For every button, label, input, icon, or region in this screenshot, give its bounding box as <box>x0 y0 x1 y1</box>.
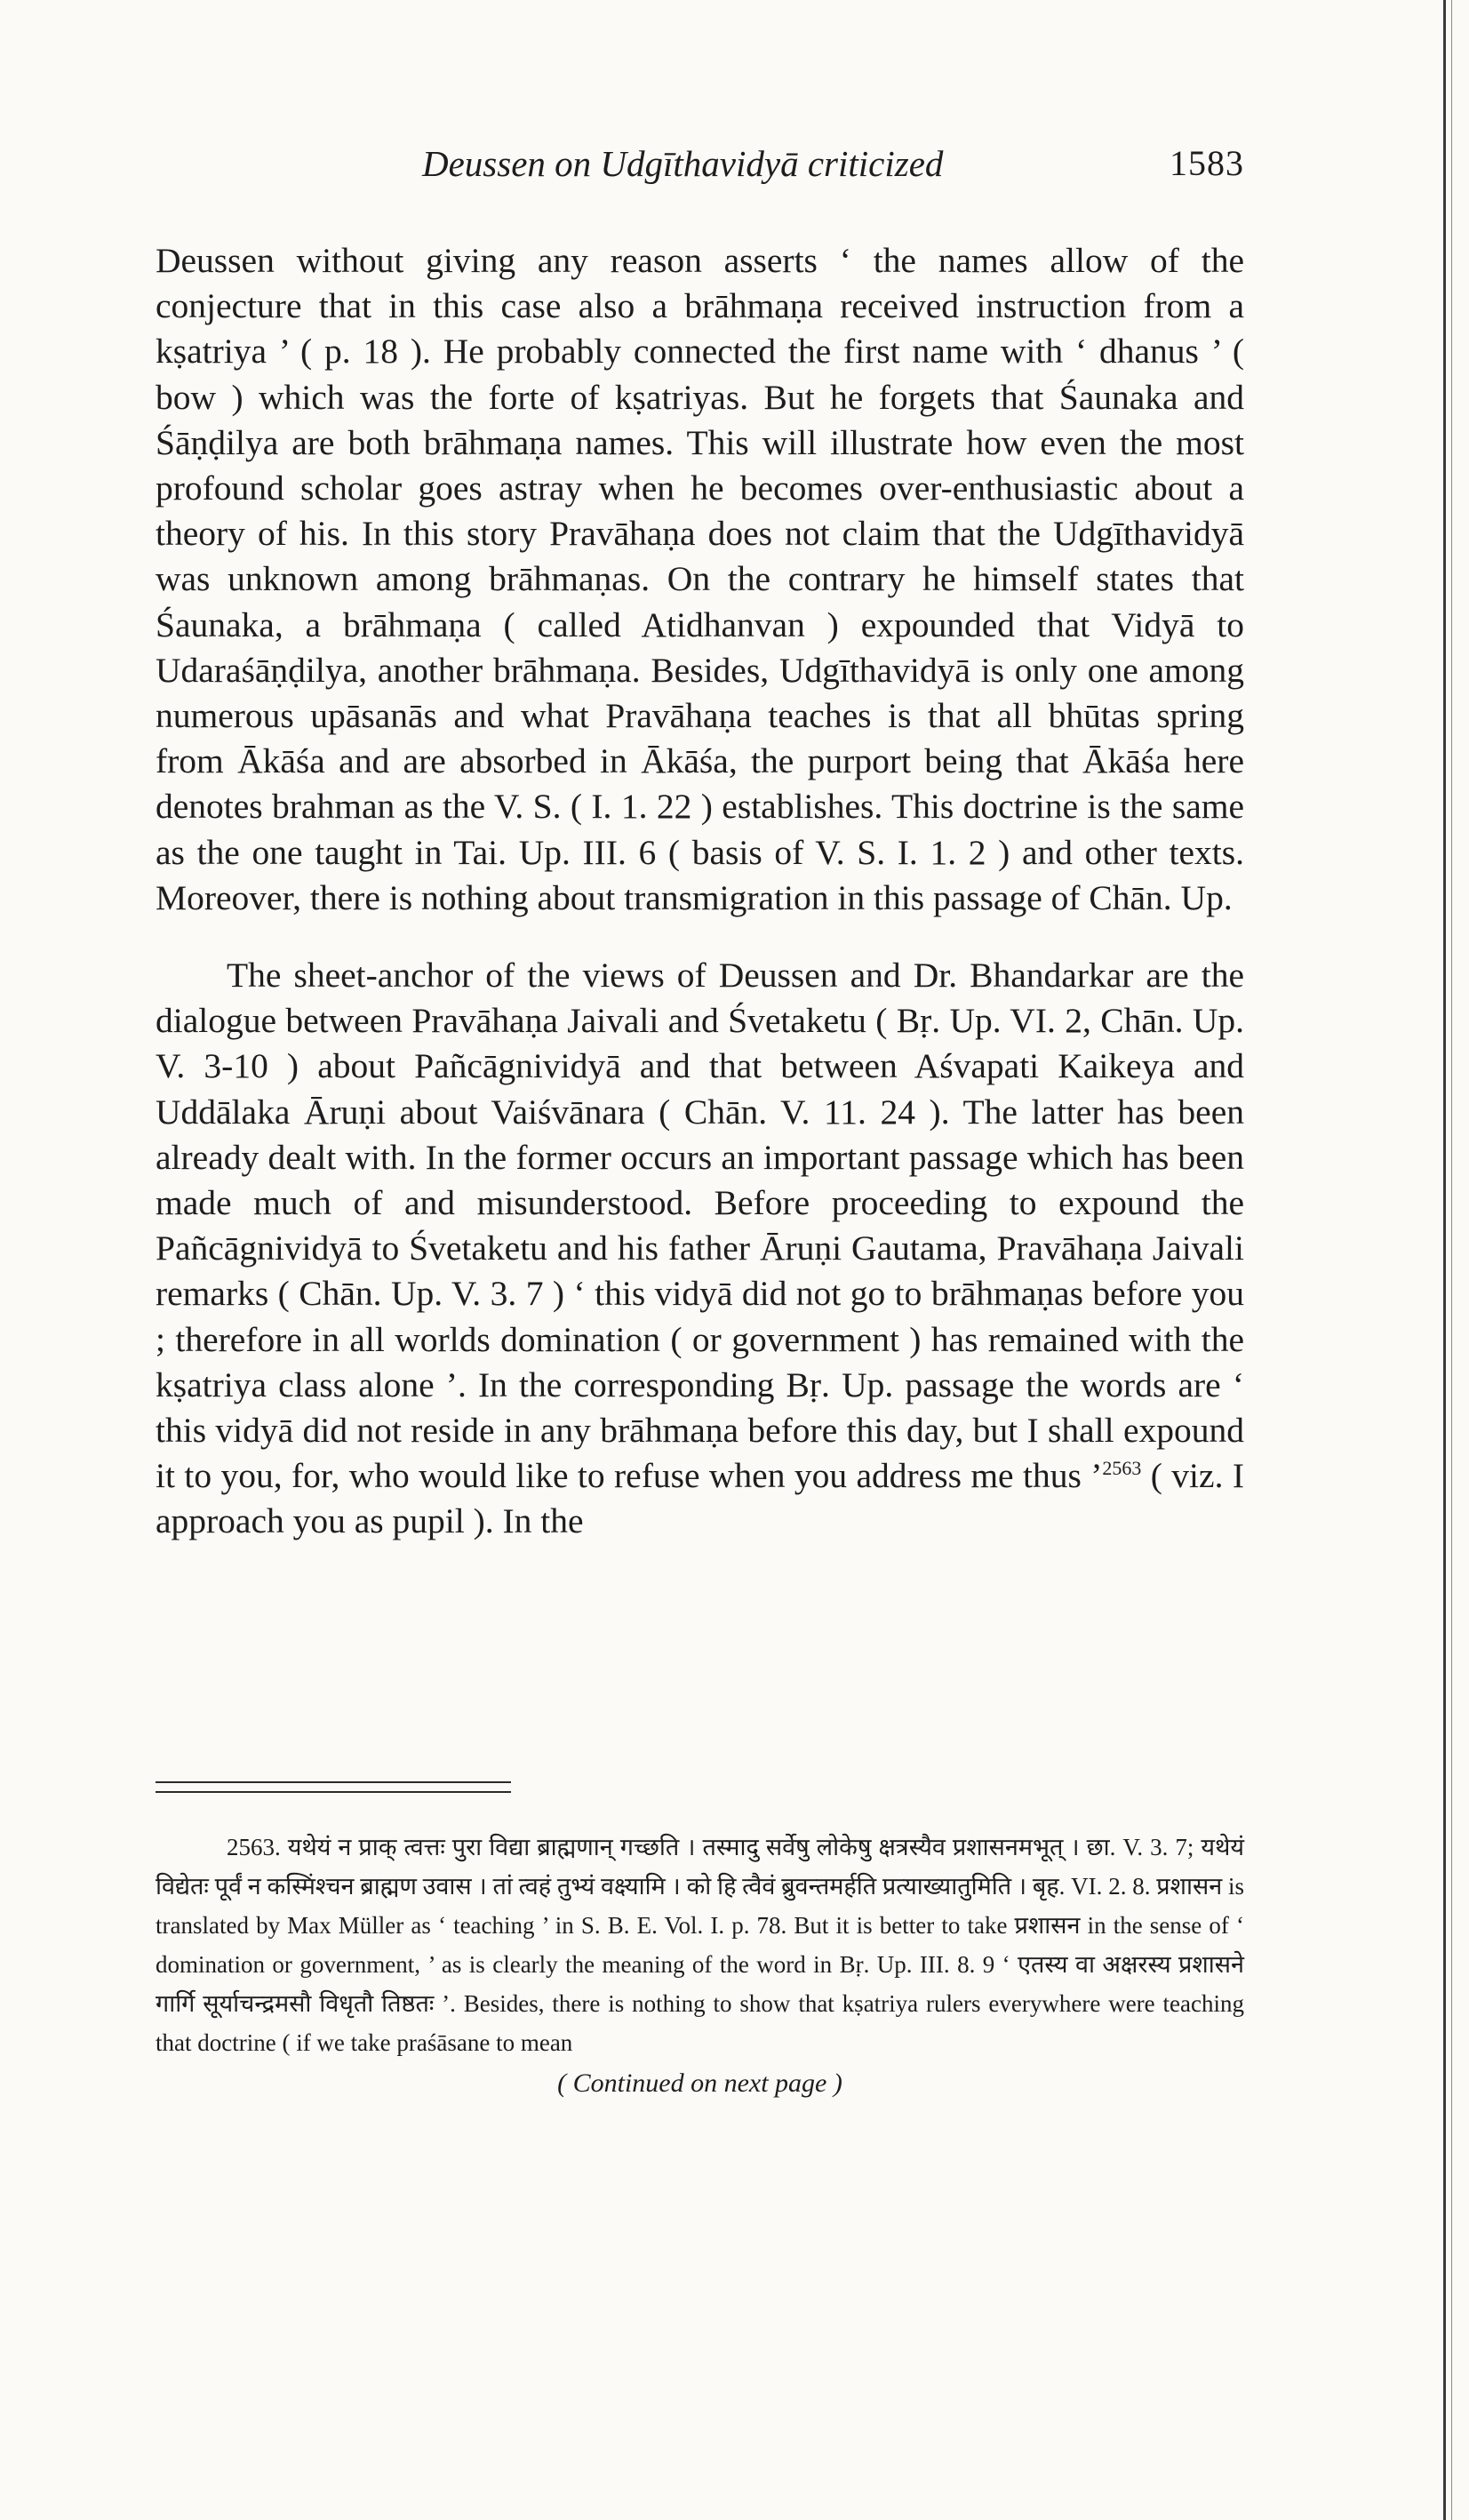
main-body <box>156 238 1244 1545</box>
footnote-2563 <box>156 1828 1244 2062</box>
paragraph-1: Deussen without giving any reason asserts ‘ the names allow of the conjecture that in this case also a brāhmaṇa received instruction from a kṣatriya ’ ( p. 18 ). He probably connected the first name with ‘ dhanus ’ ( bow ) which was the forte of kṣatriyas. But he forgets that Śaunaka and Śāṇḍilya are both brāhmaṇa names. This will illustrate how even the most profound scholar goes astray when he becomes over-enthusiastic about a theory of his. In this story Pravāhaṇa does not claim that the Udgīthavidyā was unknown among brāhmaṇas. On the contrary he himself states that Śaunaka, a brāhmaṇa ( called Atidhanvan ) expounded that Vidyā to Udaraśāṇḍilya, another brāhmaṇa. Besides, Udgīthavidyā is only one among numerous upāsanās and what Pravāhaṇa teaches is that all bhūtas spring from Ākāśa and are absorbed in Ākāśa, the purport being that Ākāśa here denotes brahman as the V. S. ( I. 1. 22 ) establishes. This doctrine is the same as the one taught in Tai. Up. III. 6 ( basis of V. S. I. 1. 2 ) and other texts. Moreover, there is nothing about transmigration in this passage of Chān. Up. <box>156 241 1244 917</box>
page-number: 1583 <box>1170 143 1244 183</box>
footnote-reference[interactable]: 2563 <box>1102 1457 1142 1480</box>
paragraph-2-end: ( viz. I approach you as pupil ). In the <box>156 1456 1244 1541</box>
footnote-rule <box>156 1781 511 1783</box>
footnote-number: 2563. <box>227 1834 281 1860</box>
paragraph-2-main: The sheet-anchor of the views of Deussen and Dr. Bhandarkar are the dialogue between Pravāhaṇa Jaivali and Śvetaketu ( Bṛ. Up. VI. 2, Chān. Up. V. 3-10 ) about Pañcāgnividyā and that between Aśvapati Kaikeya and Uddālaka Āruṇi about Vaiśvānara ( Chān. V. 11. 24 ). The latter has been already dealt with. In the former occurs an important passage which has been made much of and misunderstood. Before proceeding to expound the Pañcāgnividyā to Śvetaketu and his father Āruṇi Gautama, Pravāhaṇa Jaivali remarks ( Chān. Up. V. 3. 7 ) ‘ this vidyā did not go to brāhmaṇas before you ; therefore in all worlds domination ( or government ) has remained with the kṣatriya class alone ’. In the corresponding Bṛ. Up. passage the words are ‘ this vidyā did not reside in any brāhmaṇa before this day, but I shall expound it to you, for, who would like to refuse when you address me thus ’ <box>156 956 1244 1496</box>
page-header <box>156 142 1244 196</box>
footnote-rule-secondary <box>156 1791 511 1793</box>
paragraph-2 <box>156 953 1244 1545</box>
continued-note: ( Continued on next page ) <box>557 2068 842 2098</box>
running-title: Deussen on Udgīthavidyā criticized <box>422 143 944 184</box>
page-edge-rule-thin <box>1451 0 1452 2520</box>
page-edge-rule <box>1443 0 1446 2520</box>
footnote-text: यथेयं न प्राक् त्वत्तः पुरा विद्या ब्राह्मणान् गच्छति । तस्मादु सर्वेषु लोकेषु क्षत्रस्यैव प्रशासनमभूत् । छा. V. 3. 7; यथेयं विद्येतः पूर्वं न कस्मिंश्चन ब्राह्मण उवास । तां त्वहं तुभ्यं वक्ष्यामि । को हि त्वैवं ब्रुवन्तमर्हति प्रत्याख्यातुमिति । बृह. VI. 2. 8. प्रशासन is translated by Max Müller as ‘ teaching ’ in S. B. E. Vol. I. p. 78. But it is better to take प्रशासन in the sense of ‘ domination or government, ’ as is clearly the meaning of the word in Bṛ. Up. III. 8. 9 ‘ एतस्य वा अक्षरस्य प्रशासने गार्गि सूर्याचन्द्रमसौ विधृतौ तिष्ठतः ’. Besides, there is nothing to show that kṣatriya rulers everywhere were teaching that doctrine ( if we take praśāsane to mean <box>156 1834 1245 2056</box>
footnote-section <box>156 1828 1244 2103</box>
